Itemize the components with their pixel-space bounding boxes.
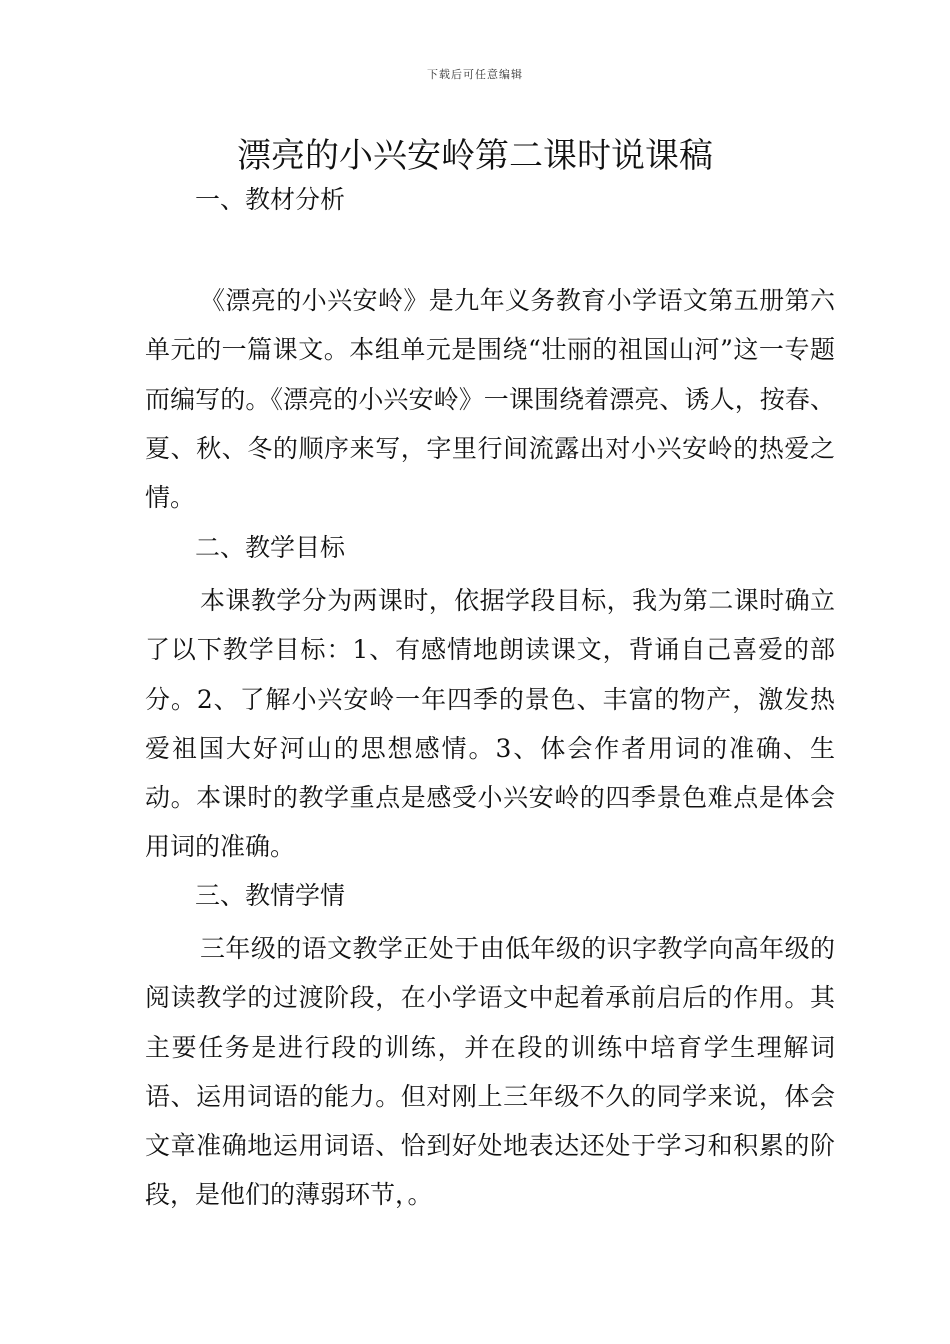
section-heading-learning-situation: 三、教情学情: [195, 881, 346, 910]
section-heading-textbook-analysis: 一、教材分析: [195, 185, 346, 214]
section-body-teaching-goals: [145, 576, 835, 872]
document-title: 漂亮的小兴安岭第二课时说课稿: [237, 136, 713, 176]
paragraph-learning-situation: 三年级的语文教学正处于由低年级的识字教学向高年级的阅读教学的过渡阶段，在小学语文中起着承前启后的作用。其主要任务是进行段的训练，并在段的训练中培育学生理解词语、运用词语的能力。但对刚上三年级不久的同学来说，体会文章准确地运用词语、恰到好处地表达还处于学习和积累的阶段，是他们的薄弱环节，。: [145, 934, 835, 1210]
page-header-note: 下载后可任意编辑: [427, 68, 523, 81]
section-body-textbook-analysis: [145, 276, 835, 522]
paragraph-textbook-analysis: 《漂亮的小兴安岭》是九年义务教育小学语文第五册第六单元的一篇课文。本组单元是围绕“壮丽的祖国山河”这一专题而编写的。《漂亮的小兴安岭》一课围绕着漂亮、诱人，按春、夏、秋、冬的顺序来写，字里行间流露出对小兴安岭的热爱之情。: [145, 286, 835, 513]
section-heading-teaching-goals: 二、教学目标: [195, 533, 346, 562]
section-body-learning-situation: [145, 924, 835, 1220]
paragraph-teaching-goals: 本课教学分为两课时，依据学段目标，我为第二课时确立了以下教学目标：1、有感情地朗读课文，背诵自己喜爱的部分。2、了解小兴安岭一年四季的景色、丰富的物产，激发热爱祖国大好河山的思想感情。3、体会作者用词的准确、生动。本课时的教学重点是感受小兴安岭的四季景色难点是体会用词的准确。: [145, 586, 835, 862]
